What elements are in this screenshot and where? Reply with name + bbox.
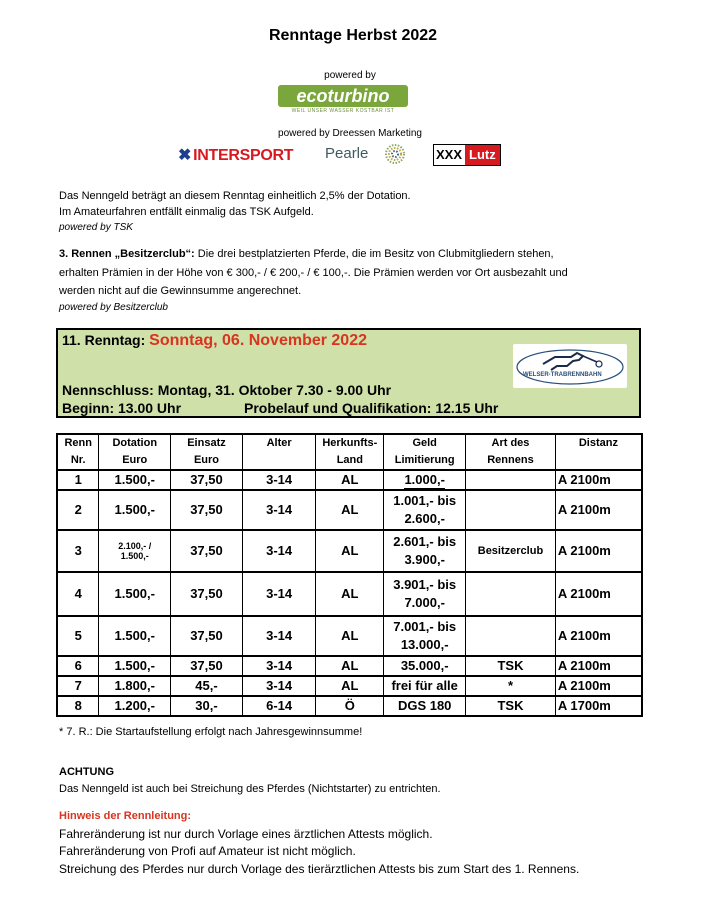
cell-geld: DGS 180 (384, 696, 466, 716)
cell-art: * (466, 676, 556, 696)
cell-dotation: 1.800,- (99, 676, 171, 696)
table-row (57, 572, 642, 616)
cell-dotation: 2.100,- / 1.500,- (99, 530, 171, 572)
cell-geld: 1.001,- bis 2.600,- (384, 490, 466, 530)
cell-distanz: A 1700m (555, 696, 642, 716)
race3-text-2: erhalten Prämien in der Höhe von € 300,- / € 200,- / € 100,-. Die Prämien werden vor Ort ausbezahlt und (59, 266, 568, 279)
cell-distanz: A 2100m (555, 530, 642, 572)
achtung-text: Das Nenngeld ist auch bei Streichung des Pferdes (Nichtstarter) zu entrichten. (59, 783, 441, 795)
cell-nr: 6 (57, 656, 99, 676)
table-row (57, 530, 642, 572)
cell-nr: 7 (57, 676, 99, 696)
cell-einsatz: 37,50 (171, 530, 243, 572)
cell-art: TSK (466, 656, 556, 676)
race3-text-1: Die drei bestplatzierten Pferde, die im Besitz von Clubmitgliedern stehen, (194, 248, 554, 260)
cell-nr: 2 (57, 490, 99, 530)
hinweis-line-3: Streichung des Pferdes nur durch Vorlage des tierärztlichen Attests bis zum Start des 1. Rennens. (59, 861, 580, 876)
cell-distanz: A 2100m (555, 656, 642, 676)
cell-geld: 1.000,- (384, 470, 466, 490)
xxx-text: XXX (436, 147, 463, 162)
cell-distanz: A 2100m (555, 676, 642, 696)
xxxlutz-logo (433, 144, 501, 166)
race3-text-3: werden nicht auf die Gewinnsumme angerechnet. (59, 285, 302, 297)
table-row (57, 490, 642, 530)
race3-note (59, 245, 619, 315)
renntag-label: 11. Renntag: (62, 332, 146, 348)
cell-distanz: A 2100m (555, 572, 642, 616)
cell-land: Ö (316, 696, 384, 716)
cell-geld: frei für alle (384, 676, 466, 696)
col-herkunftsland: Herkunfts- Land (316, 434, 384, 470)
intro-powered: powered by TSK (59, 222, 133, 233)
cell-nr: 4 (57, 572, 99, 616)
table-row (57, 696, 642, 716)
trotter-icon (513, 344, 627, 388)
table-row (57, 470, 642, 490)
lutz-text: Lutz (465, 145, 500, 165)
pearle-logo: Pearle (325, 145, 369, 162)
col-renn-nr: Renn Nr. (57, 434, 99, 470)
hinweis-line-1: Fahreränderung ist nur durch Vorlage eines ärztlichen Attests möglich. (59, 826, 433, 841)
col-einsatz: Einsatz Euro (171, 434, 243, 470)
cell-alter: 3-14 (242, 530, 316, 572)
cell-einsatz: 45,- (171, 676, 243, 696)
page-title: Renntage Herbst 2022 (268, 27, 438, 44)
table-row (57, 676, 642, 696)
pearle-dots-icon (381, 144, 409, 164)
cell-nr: 1 (57, 470, 99, 490)
logo-text: WELSER-TRABRENNBAHN (523, 372, 602, 378)
cell-art: TSK (466, 696, 556, 716)
table-row (57, 616, 642, 656)
race3-powered: powered by Besitzerclub (59, 301, 168, 313)
cell-geld: 35.000,- (384, 656, 466, 676)
cell-art (466, 572, 556, 616)
cell-alter: 3-14 (242, 676, 316, 696)
cell-art: Besitzerclub (466, 530, 556, 572)
welser-trabrennbahn-logo (513, 344, 627, 388)
footnote: * 7. R.: Die Startaufstellung erfolgt nach Jahresgewinnsumme! (59, 726, 363, 738)
renntag-date: Sonntag, 06. November 2022 (149, 332, 367, 349)
beginn: Beginn: 13.00 Uhr (62, 400, 182, 416)
cell-land: AL (316, 470, 384, 490)
cell-alter: 3-14 (242, 490, 316, 530)
cell-alter: 6-14 (242, 696, 316, 716)
cell-alter: 3-14 (242, 470, 316, 490)
intro-line-1: Das Nenngeld beträgt an diesem Renntag einheitlich 2,5% der Dotation. (59, 190, 411, 202)
cell-einsatz: 37,50 (171, 470, 243, 490)
cell-art (466, 616, 556, 656)
powered-by-label: powered by (324, 70, 376, 81)
hinweis-section (59, 808, 579, 878)
cell-land: AL (316, 656, 384, 676)
cell-land: AL (316, 572, 384, 616)
race-table (56, 433, 643, 717)
ecoturbino-logo: ecoturbino (278, 85, 408, 107)
cell-alter: 3-14 (242, 656, 316, 676)
cell-dotation: 1.500,- (99, 656, 171, 676)
powered-by-dreessen: powered by Dreessen Marketing (278, 128, 422, 139)
cell-land: AL (316, 490, 384, 530)
cell-art (466, 490, 556, 530)
hinweis-heading: Hinweis der Rennleitung: (59, 810, 192, 822)
cell-distanz: A 2100m (555, 616, 642, 656)
col-alter: Alter (242, 434, 316, 470)
cell-einsatz: 37,50 (171, 490, 243, 530)
cell-dotation: 1.200,- (99, 696, 171, 716)
cell-geld: 2.601,- bis 3.900,- (384, 530, 466, 572)
cell-geld: 3.901,- bis 7.000,- (384, 572, 466, 616)
intersport-text: INTERSPORT (193, 147, 294, 164)
col-dotation: Dotation Euro (99, 434, 171, 470)
intersport-logo (178, 145, 293, 165)
cell-einsatz: 37,50 (171, 656, 243, 676)
intersport-chevron-icon: ✖ (178, 147, 192, 164)
cell-nr: 8 (57, 696, 99, 716)
cell-land: AL (316, 676, 384, 696)
intro-paragraph (59, 188, 411, 236)
cell-nr: 5 (57, 616, 99, 656)
cell-dotation: 1.500,- (99, 490, 171, 530)
ecoturbino-tagline: WEIL UNSER WASSER KOSTBAR IST (291, 108, 395, 114)
nennschluss: Nennschluss: Montag, 31. Oktober 7.30 - 9.00 Uhr (62, 382, 392, 398)
cell-dotation: 1.500,- (99, 470, 171, 490)
col-distanz: Distanz (555, 434, 642, 470)
cell-einsatz: 37,50 (171, 616, 243, 656)
hinweis-line-2: Fahreränderung von Profi auf Amateur ist nicht möglich. (59, 844, 356, 858)
race3-label: 3. Rennen „Besitzerclub“: (59, 248, 195, 260)
col-geld-limitierung: Geld Limitierung (384, 434, 466, 470)
cell-geld: 7.001,- bis 13.000,- (384, 616, 466, 656)
renntag-box (56, 328, 641, 418)
cell-land: AL (316, 530, 384, 572)
cell-dotation: 1.500,- (99, 572, 171, 616)
col-art-des-rennens: Art des Rennens (466, 434, 556, 470)
cell-dotation: 1.500,- (99, 616, 171, 656)
cell-alter: 3-14 (242, 572, 316, 616)
cell-alter: 3-14 (242, 616, 316, 656)
renntag-heading (62, 332, 367, 350)
table-row (57, 656, 642, 676)
achtung-heading: ACHTUNG (59, 766, 114, 778)
cell-einsatz: 30,- (171, 696, 243, 716)
cell-einsatz: 37,50 (171, 572, 243, 616)
cell-land: AL (316, 616, 384, 656)
intro-line-2: Im Amateurfahren entfällt einmalig das TSK Aufgeld. (59, 206, 314, 218)
probelauf: Probelauf und Qualifikation: 12.15 Uhr (244, 400, 499, 416)
achtung-section (59, 764, 441, 798)
table-header-row (57, 434, 642, 470)
cell-distanz: A 2100m (555, 490, 642, 530)
cell-distanz: A 2100m (555, 470, 642, 490)
cell-nr: 3 (57, 530, 99, 572)
cell-art (466, 470, 556, 490)
